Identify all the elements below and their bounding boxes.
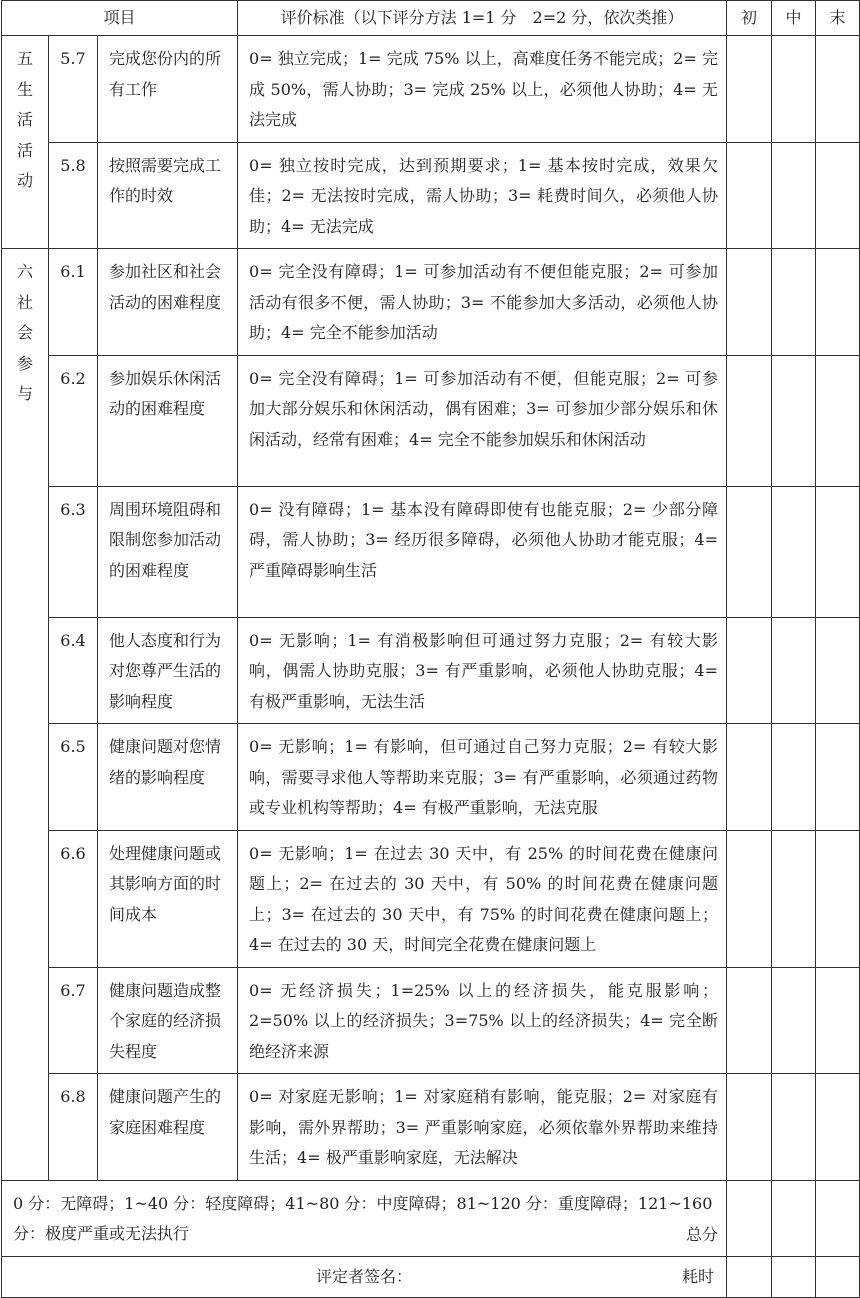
score-middle-cell[interactable]: [772, 724, 816, 831]
score-initial-cell[interactable]: [727, 36, 772, 143]
table-row: [2, 830, 860, 967]
score-middle-cell[interactable]: [772, 830, 816, 967]
signature-cell: [2, 1257, 727, 1298]
item-number: 5.7: [49, 36, 98, 143]
item-name: 周围环境阻碍和限制您参加活动的困难程度: [98, 486, 238, 617]
score-initial-cell[interactable]: [727, 1074, 772, 1181]
item-criteria: 0= 没有障碍；1= 基本没有障碍即使有也能克服；2= 少部分障碍，需人协助；3= 经历很多障碍，必须他人协助才能克服；4= 严重障碍影响生活: [238, 486, 727, 617]
item-number: 6.8: [49, 1074, 98, 1181]
score-final-cell[interactable]: [816, 142, 860, 249]
scale-note: [2, 1180, 727, 1257]
item-number: 6.4: [49, 617, 98, 724]
score-middle-cell[interactable]: [772, 1074, 816, 1181]
score-final-cell[interactable]: [816, 724, 860, 831]
score-middle-cell[interactable]: [772, 36, 816, 143]
score-final-cell[interactable]: [816, 486, 860, 617]
item-name: 健康问题产生的家庭困难程度: [98, 1074, 238, 1181]
item-criteria: 0= 无影响；1= 有影响，但可通过自己努力克服；2= 有较大影响，需要寻求他人等帮助来克服；3= 有严重影响，必须通过药物或专业机构等帮助；4= 有极严重影响，无法克服: [238, 724, 727, 831]
item-name: 按照需要完成工作的时效: [98, 142, 238, 249]
score-middle-cell[interactable]: [772, 142, 816, 249]
table-row: [2, 1074, 860, 1181]
score-initial-cell[interactable]: [727, 486, 772, 617]
time-label: 耗时: [682, 1267, 715, 1286]
header-final: 末: [816, 1, 860, 36]
table-row: [2, 36, 860, 143]
item-number: 6.3: [49, 486, 98, 617]
item-name: 完成您份内的所有工作: [98, 36, 238, 143]
table-row: [2, 486, 860, 617]
table-row: [2, 617, 860, 724]
item-criteria: 0= 对家庭无影响；1= 对家庭稍有影响，能克服；2= 对家庭有影响，需外界帮助；3= 严重影响家庭，必须依靠外界帮助来维持生活；4= 极严重影响家庭，无法解决: [238, 1074, 727, 1181]
item-criteria: 0= 独立完成；1= 完成 75% 以上，高难度任务不能完成；2= 完成 50%，需人协助；3= 完成 25% 以上，必须他人协助；4= 无法完成: [238, 36, 727, 143]
table-row: [2, 142, 860, 249]
item-name: 参加社区和社会活动的困难程度: [98, 249, 238, 356]
score-initial-cell[interactable]: [727, 830, 772, 967]
time-final-cell[interactable]: [816, 1257, 860, 1298]
item-name: 处理健康问题或其影响方面的时间成本: [98, 830, 238, 967]
table-row: [2, 249, 860, 356]
item-name: 他人态度和行为对您尊严生活的影响程度: [98, 617, 238, 724]
signature-row: [2, 1257, 860, 1298]
item-name: 健康问题造成整个家庭的经济损失程度: [98, 967, 238, 1074]
score-middle-cell[interactable]: [772, 617, 816, 724]
item-number: 5.8: [49, 142, 98, 249]
time-middle-cell[interactable]: [772, 1257, 816, 1298]
header-item: 项目: [2, 1, 238, 36]
item-criteria: 0= 完全没有障碍；1= 可参加活动有不便但能克服；2= 可参加活动有很多不便，需人协助；3= 不能参加大多活动，必须他人协助；4= 完全不能参加活动: [238, 249, 727, 356]
time-initial-cell[interactable]: [727, 1257, 772, 1298]
total-initial-cell[interactable]: [727, 1180, 772, 1257]
section-label-five: 五 生 活 活 动: [2, 36, 49, 249]
signature-label: 评定者签名：: [316, 1267, 413, 1286]
item-criteria: 0= 无经济损失；1=25% 以上的经济损失，能克服影响；2=50% 以上的经济损失；3=75% 以上的经济损失；4= 完全断绝经济来源: [238, 967, 727, 1074]
score-final-cell[interactable]: [816, 36, 860, 143]
score-middle-cell[interactable]: [772, 249, 816, 356]
score-middle-cell[interactable]: [772, 486, 816, 617]
item-number: 6.6: [49, 830, 98, 967]
item-criteria: 0= 无影响；1= 在过去 30 天中，有 25% 的时间花费在健康问题上；2= 在过去的 30 天中，有 50% 的时间花费在健康问题上；3= 在过去的 30 天中，有 75% 的时间花费在健康问题上；4= 在过去的 30 天，时间完全花费在健康问题上: [238, 830, 727, 967]
score-final-cell[interactable]: [816, 1074, 860, 1181]
score-initial-cell[interactable]: [727, 249, 772, 356]
item-number: 6.5: [49, 724, 98, 831]
item-criteria: 0= 无影响；1= 有消极影响但可通过努力克服；2= 有较大影响，偶需人协助克服；3= 有严重影响，必须他人协助克服；4= 有极严重影响，无法生活: [238, 617, 727, 724]
score-initial-cell[interactable]: [727, 724, 772, 831]
table-row: [2, 724, 860, 831]
total-final-cell[interactable]: [816, 1180, 860, 1257]
header-row: [2, 1, 860, 36]
score-final-cell[interactable]: [816, 355, 860, 486]
score-initial-cell[interactable]: [727, 355, 772, 486]
score-initial-cell[interactable]: [727, 967, 772, 1074]
score-final-cell[interactable]: [816, 967, 860, 1074]
assessment-table: [1, 0, 860, 1298]
total-label: 总分: [686, 1224, 719, 1244]
item-name: 健康问题对您情绪的影响程度: [98, 724, 238, 831]
section-label-six: 六 社 会 参 与: [2, 249, 49, 1181]
header-middle: 中: [772, 1, 816, 36]
total-middle-cell[interactable]: [772, 1180, 816, 1257]
item-number: 6.2: [49, 355, 98, 486]
item-number: 6.7: [49, 967, 98, 1074]
table-row: [2, 355, 860, 486]
total-row: [2, 1180, 860, 1257]
score-middle-cell[interactable]: [772, 355, 816, 486]
score-final-cell[interactable]: [816, 830, 860, 967]
item-criteria: 0= 独立按时完成，达到预期要求；1= 基本按时完成，效果欠佳；2= 无法按时完成，需人协助；3= 耗费时间久，必须他人协助；4= 无法完成: [238, 142, 727, 249]
header-criteria: 评价标准（以下评分方法 1=1 分 2=2 分，依次类推）: [238, 1, 727, 36]
header-initial: 初: [727, 1, 772, 36]
scale-text: 0 分：无障碍；1~40 分：轻度障碍；41~80 分：中度障碍；81~120 分：重度障碍；121~160 分：极度严重或无法执行: [13, 1193, 713, 1243]
score-initial-cell[interactable]: [727, 142, 772, 249]
item-name: 参加娱乐休闲活动的困难程度: [98, 355, 238, 486]
score-final-cell[interactable]: [816, 617, 860, 724]
score-middle-cell[interactable]: [772, 967, 816, 1074]
item-number: 6.1: [49, 249, 98, 356]
score-final-cell[interactable]: [816, 249, 860, 356]
score-initial-cell[interactable]: [727, 617, 772, 724]
item-criteria: 0= 完全没有障碍；1= 可参加活动有不便，但能克服；2= 可参加大部分娱乐和休闲活动，偶有困难；3= 可参加少部分娱乐和休闲活动，经常有困难；4= 完全不能参加娱乐和休闲活动: [238, 355, 727, 486]
table-row: [2, 967, 860, 1074]
